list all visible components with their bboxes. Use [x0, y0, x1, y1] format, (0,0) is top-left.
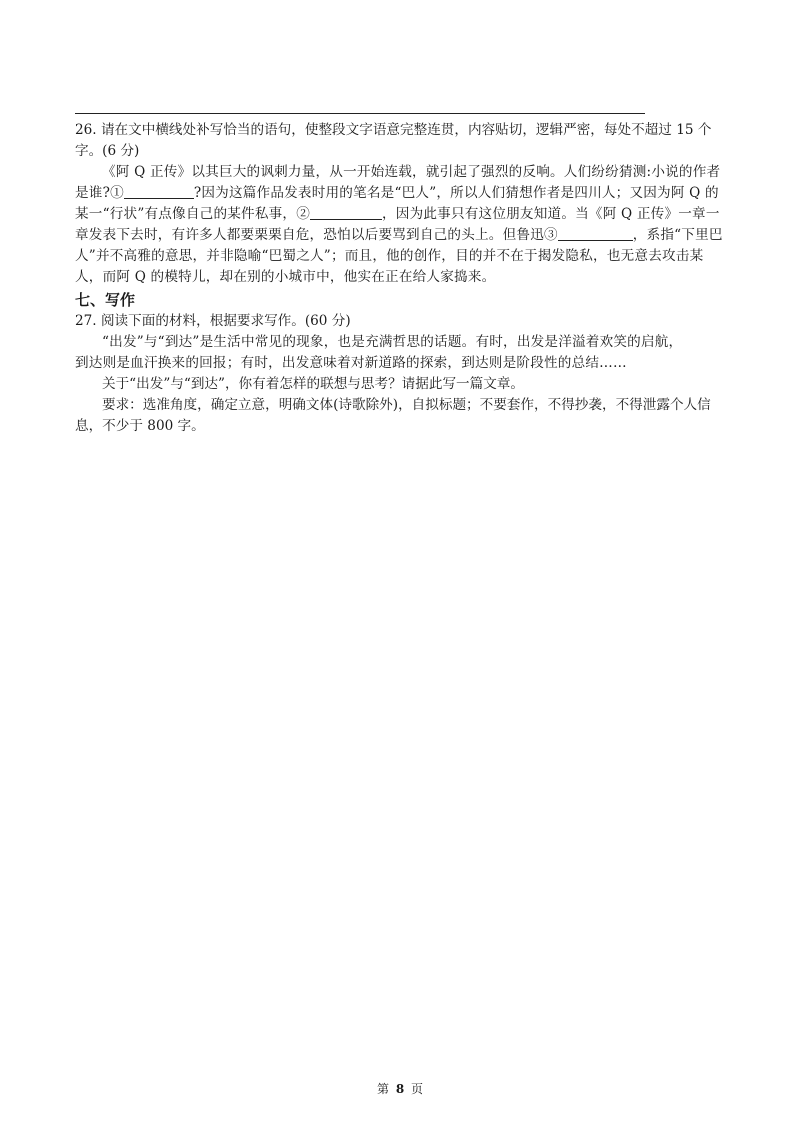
passage-line-6: 人，而阿 Q 的模特儿，却在别的小城市中，他实在正在给人家捣来。 — [75, 269, 496, 285]
answer-blank-2[interactable] — [310, 205, 382, 220]
question-27-prompt: 27. 阅读下面的材料，根据要求写作。(60 分) — [75, 313, 351, 329]
question-26-prompt-line-2: 字。(6 分) — [75, 143, 140, 159]
answer-blank-3[interactable] — [558, 226, 633, 241]
passage-text: 是谁?① — [75, 185, 124, 201]
material-line-2: 到达则是血汗换来的回报；有时，出发意味着对新道路的探索，到达则是阶段性的总结…… — [75, 355, 627, 371]
passage-text: ，因为此事只有这位朋友知道。当《阿 Q 正传》一章一 — [382, 206, 720, 222]
material-line-1: “出发”与“到达”是生活中常见的现象，也是充满哲思的话题。有时，出发是洋溢着欢笑的启航， — [102, 334, 683, 350]
page-number: 8 — [395, 1082, 405, 1096]
page-number-prefix: 第 — [376, 1082, 389, 1096]
page-footer — [0, 1081, 800, 1097]
requirements-line-1: 要求：选准角度，确定立意，明确文体(诗歌除外)，自拟标题；不要套作，不得抄袭，不得泄露个人信 — [102, 397, 711, 413]
passage-text: ，系指“下里巴 — [632, 227, 723, 243]
passage-line-5: 人”并不高雅的意思，并非隐喻“巴蜀之人”；而且，他的创作，目的并不在于揭发隐私，也无意去攻击某 — [75, 248, 704, 264]
passage-line-3 — [75, 204, 727, 225]
answer-rule-line — [75, 113, 645, 114]
passage-text: 章发表下去时，有许多人都要栗栗自危，恐怕以后要骂到自己的头上。但鲁迅③ — [75, 227, 558, 243]
passage-line-1: 《阿 Q 正传》以其巨大的讽刺力量，从一开始连载，就引起了强烈的反响。人们纷纷猜测:小说的作者 — [102, 164, 721, 180]
passage-text: ?因为这篇作品发表时用的笔名是“巴人”，所以人们猜想作者是四川人；又因为阿 Q 的 — [193, 185, 719, 201]
writing-question-line: 关于“出发”与“到达”，你有着怎样的联想与思考？请据此写一篇文章。 — [102, 376, 525, 392]
question-26 — [75, 120, 727, 288]
section-heading-writing: 七、写作 — [75, 291, 136, 309]
passage-line-4 — [75, 225, 727, 246]
passage-line-2 — [75, 183, 727, 204]
answer-blank-1[interactable] — [124, 184, 194, 199]
page-content — [75, 120, 727, 437]
question-26-prompt-line-1: 26. 请在文中横线处补写恰当的语句，使整段文字语意完整连贯，内容贴切，逻辑严密，每处不超过 15 个 — [75, 122, 712, 138]
passage-text: 某一“行状”有点像自己的某件私事，② — [75, 206, 310, 222]
question-27 — [75, 311, 727, 437]
page-number-suffix: 页 — [411, 1082, 424, 1096]
requirements-line-2: 息，不少于 800 字。 — [75, 418, 205, 434]
